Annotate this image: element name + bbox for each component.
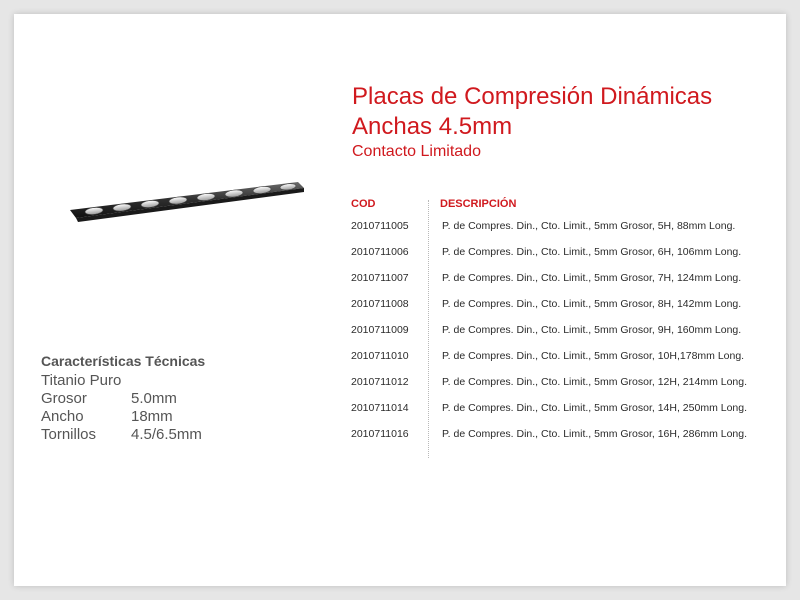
spec-label: Tornillos — [41, 426, 97, 443]
table-row — [351, 428, 781, 454]
product-code: 2010711009 — [351, 324, 409, 336]
compression-plate-image — [66, 174, 306, 230]
product-sheet — [14, 14, 786, 586]
spec-value: 18mm — [131, 408, 173, 425]
table-row — [351, 272, 781, 298]
product-code: 2010711010 — [351, 350, 409, 362]
technical-specs — [41, 352, 205, 444]
table-row — [351, 298, 781, 324]
product-description: P. de Compres. Din., Cto. Limit., 5mm Grosor, 6H, 106mm Long. — [442, 246, 742, 258]
column-header-cod: COD — [351, 198, 376, 210]
product-code: 2010711007 — [351, 272, 409, 284]
product-code: 2010711008 — [351, 298, 409, 310]
product-description: P. de Compres. Din., Cto. Limit., 5mm Grosor, 14H, 250mm Long. — [442, 402, 748, 414]
product-code: 2010711005 — [351, 220, 409, 232]
spec-row — [41, 390, 205, 408]
product-code: 2010711006 — [351, 246, 409, 258]
column-header-description: DESCRIPCIÓN — [440, 198, 517, 210]
spec-label: Grosor — [41, 390, 87, 407]
product-description: P. de Compres. Din., Cto. Limit., 5mm Grosor, 12H, 214mm Long. — [442, 376, 748, 388]
spec-value: 5.0mm — [131, 390, 177, 407]
specs-title: Características Técnicas — [41, 353, 206, 369]
table-row — [351, 220, 781, 246]
page-title: Placas de Compresión Dinámicas Anchas 4.5mm — [352, 83, 713, 140]
spec-row — [41, 408, 205, 426]
product-code: 2010711012 — [351, 376, 409, 388]
product-code: 2010711016 — [351, 428, 409, 440]
page-subtitle: Contacto Limitado — [352, 143, 481, 160]
product-description: P. de Compres. Din., Cto. Limit., 5mm Grosor, 8H, 142mm Long. — [442, 298, 742, 310]
table-row — [351, 246, 781, 272]
product-description: P. de Compres. Din., Cto. Limit., 5mm Grosor, 5H, 88mm Long. — [442, 220, 736, 232]
table-row — [351, 376, 781, 402]
spec-row — [41, 426, 205, 444]
product-table — [351, 220, 781, 454]
product-description: P. de Compres. Din., Cto. Limit., 5mm Grosor, 9H, 160mm Long. — [442, 324, 742, 336]
product-description: P. de Compres. Din., Cto. Limit., 5mm Grosor, 7H, 124mm Long. — [442, 272, 742, 284]
product-description: P. de Compres. Din., Cto. Limit., 5mm Grosor, 10H,178mm Long. — [442, 350, 745, 362]
spec-label: Ancho — [41, 408, 84, 425]
specs-material: Titanio Puro — [41, 372, 122, 389]
product-code: 2010711014 — [351, 402, 409, 414]
table-row — [351, 350, 781, 376]
spec-value: 4.5/6.5mm — [131, 426, 202, 443]
product-description: P. de Compres. Din., Cto. Limit., 5mm Grosor, 16H, 286mm Long. — [442, 428, 748, 440]
table-row — [351, 402, 781, 428]
table-row — [351, 324, 781, 350]
